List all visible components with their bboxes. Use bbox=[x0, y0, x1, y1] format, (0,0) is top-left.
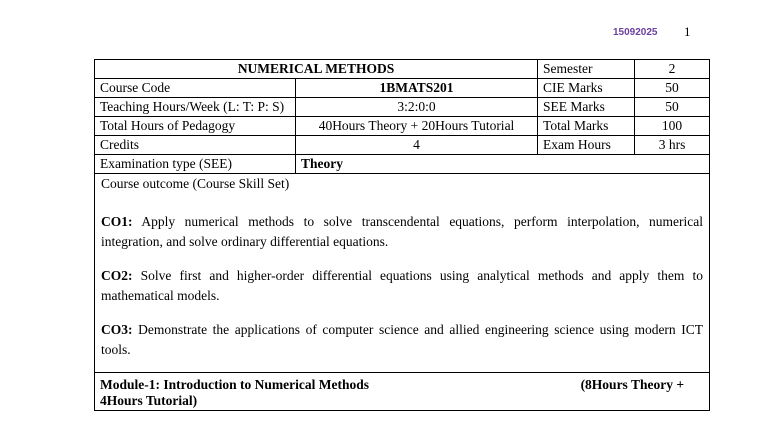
course-outcome-1 bbox=[101, 212, 703, 252]
pedagogy-hours-label: Total Hours of Pedagogy bbox=[95, 117, 296, 136]
module-1-hours-continued: 4Hours Tutorial) bbox=[100, 393, 198, 408]
exam-type-value: Theory bbox=[296, 155, 710, 174]
co2-code: CO2: bbox=[101, 268, 133, 283]
co2-text: Solve first and higher-order differential equations using analytical methods and apply them to mathematical models. bbox=[101, 268, 704, 303]
exam-type-label: Examination type (SEE) bbox=[95, 155, 296, 174]
co1-text: Apply numerical methods to solve transcendental equations, perform interpolation, numerical integration, and solve ordinary differential equations. bbox=[101, 214, 704, 249]
cie-marks-label: CIE Marks bbox=[538, 79, 635, 98]
see-marks-label: SEE Marks bbox=[538, 98, 635, 117]
table-row bbox=[95, 60, 710, 79]
table-row bbox=[95, 136, 710, 155]
credits-label: Credits bbox=[95, 136, 296, 155]
table-row bbox=[95, 174, 710, 373]
table-row bbox=[95, 79, 710, 98]
course-outcome-3 bbox=[101, 320, 703, 360]
co1-code: CO1: bbox=[101, 214, 133, 229]
document-code: 15092025 bbox=[613, 27, 658, 38]
module-1-cell bbox=[95, 373, 710, 411]
table-row bbox=[95, 373, 710, 411]
pedagogy-hours-value: 40Hours Theory + 20Hours Tutorial bbox=[296, 117, 538, 136]
total-marks-value: 100 bbox=[635, 117, 710, 136]
course-code-value: 1BMATS201 bbox=[296, 79, 538, 98]
see-marks-value: 50 bbox=[635, 98, 710, 117]
module-1-heading bbox=[100, 377, 704, 393]
course-details-table bbox=[94, 59, 710, 411]
cie-marks-value: 50 bbox=[635, 79, 710, 98]
module-1-title: Module-1: Introduction to Numerical Methods bbox=[100, 377, 369, 392]
table-row bbox=[95, 98, 710, 117]
course-code-label: Course Code bbox=[95, 79, 296, 98]
module-1-hours: (8Hours Theory + bbox=[580, 377, 685, 392]
page-number: 1 bbox=[684, 24, 691, 39]
semester-value: 2 bbox=[635, 60, 710, 79]
credits-value: 4 bbox=[296, 136, 538, 155]
course-outcomes-cell bbox=[95, 174, 710, 373]
co3-text: Demonstrate the applications of computer science and allied engineering science using modern ICT tools. bbox=[101, 322, 704, 357]
teaching-hours-label: Teaching Hours/Week (L: T: P: S) bbox=[95, 98, 296, 117]
table-row bbox=[95, 117, 710, 136]
course-outcomes-title: Course outcome (Course Skill Set) bbox=[101, 176, 290, 191]
total-marks-label: Total Marks bbox=[538, 117, 635, 136]
course-outcome-2 bbox=[101, 266, 703, 306]
table-row bbox=[95, 155, 710, 174]
semester-label: Semester bbox=[538, 60, 635, 79]
teaching-hours-value: 3:2:0:0 bbox=[296, 98, 538, 117]
co3-code: CO3: bbox=[101, 322, 133, 337]
exam-hours-value: 3 hrs bbox=[635, 136, 710, 155]
exam-hours-label: Exam Hours bbox=[538, 136, 635, 155]
course-title: NUMERICAL METHODS bbox=[95, 60, 538, 79]
